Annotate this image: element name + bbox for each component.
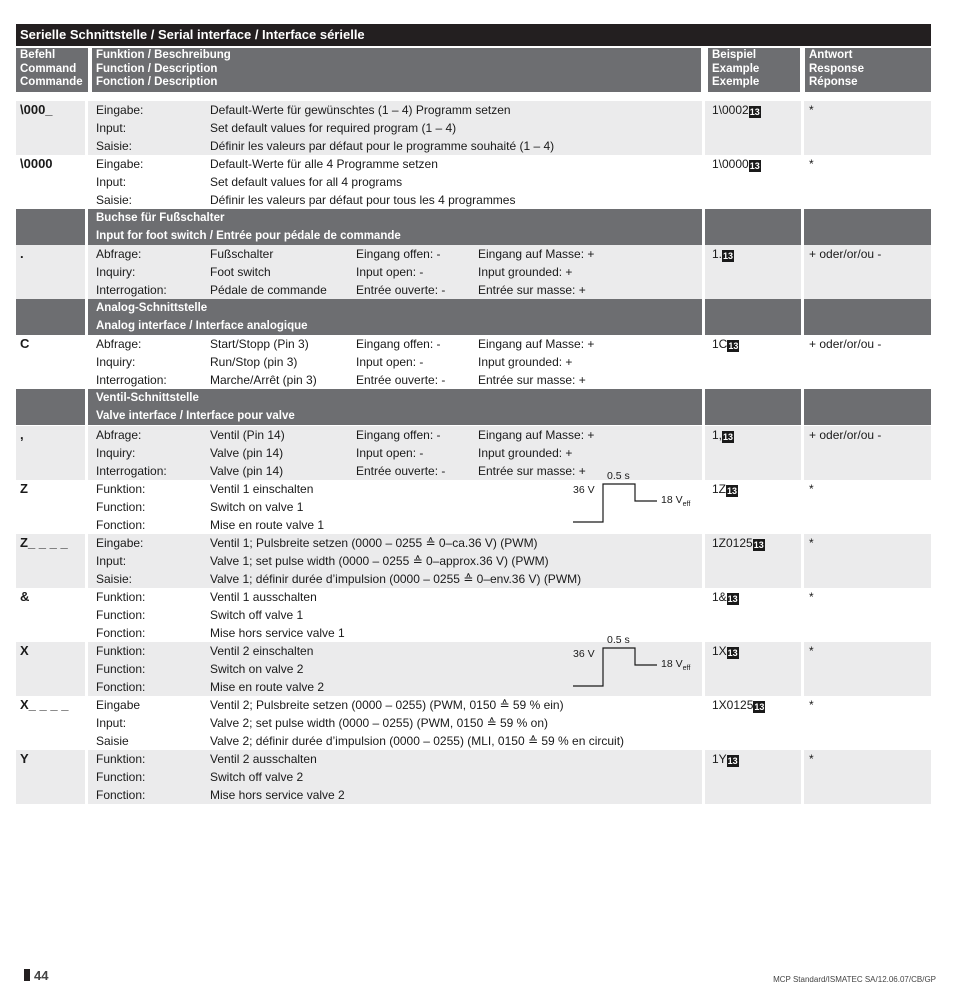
ground-fr: Entrée sur masse: +: [478, 373, 586, 387]
desc-fr: Valve 1; définir durée d’impulsion (0000 – 0255 ≙ 0–env.36 V) (PWM): [210, 572, 582, 586]
label-fr: Saisie: [96, 734, 129, 748]
desc-en: Switch off valve 2: [210, 770, 304, 784]
table-row: [16, 335, 931, 389]
row-labels: [96, 534, 143, 588]
input-open-text: [356, 335, 445, 389]
command-code: \000_: [20, 102, 53, 117]
column-divider: [85, 750, 88, 804]
desc-de: Ventil 2 ausschalten: [210, 752, 317, 766]
pulse-time: 0.5 s: [607, 470, 630, 482]
row-description: [210, 426, 285, 480]
header-command-en: Command: [20, 62, 77, 75]
desc-de: Ventil 2; Pulsbreite setzen (0000 – 0255) (PWM, 0150 ≙ 59 % ein): [210, 698, 564, 712]
label-en: Input:: [96, 121, 127, 135]
open-fr: Entrée ouverte: -: [356, 283, 446, 297]
pulse-time: 0.5 s: [607, 634, 630, 646]
column-divider: [85, 534, 88, 588]
carriage-return-icon: 13: [749, 107, 760, 117]
label-fr: Fonction:: [96, 518, 146, 532]
desc-de: Ventil 1; Pulsbreite setzen (0000 – 0255 ≙ 0–ca.36 V) (PWM): [210, 536, 538, 550]
carriage-return-icon: 13: [723, 251, 734, 261]
section-valve-interface: [16, 389, 931, 425]
pulse-low-sub: eff: [682, 501, 691, 509]
section-title: [96, 209, 401, 245]
response-value: *: [809, 482, 814, 496]
example-text: 1Z: [712, 482, 727, 496]
desc-de: Default-Werte für gewünschtes (1 – 4) Programm setzen: [210, 103, 511, 117]
label-de: Funktion:: [96, 752, 146, 766]
label-de: Eingabe: [96, 698, 141, 712]
column-divider: [702, 426, 705, 480]
open-de: Eingang offen: -: [356, 247, 441, 261]
pulse-low-voltage: [661, 658, 690, 672]
input-grounded-text: [478, 426, 594, 480]
response-value: + oder/or/ou -: [809, 337, 882, 351]
open-fr: Entrée ouverte: -: [356, 373, 446, 387]
example-value: [712, 426, 734, 444]
example-value: [712, 155, 761, 173]
carriage-return-icon: 13: [749, 161, 760, 171]
section-block: [705, 299, 801, 335]
command-code: \0000: [20, 156, 53, 171]
row-description: [210, 696, 624, 750]
column-divider: [801, 426, 804, 480]
column-divider: [702, 750, 705, 804]
section-title-de: Ventil-Schnittstelle: [96, 392, 199, 404]
desc-en: Valve (pin 14): [210, 446, 284, 460]
example-text: 1\0002: [712, 103, 749, 117]
table-row: [16, 101, 931, 155]
desc-de: Start/Stopp (Pin 3): [210, 337, 309, 351]
row-description: [210, 155, 515, 209]
column-divider: [801, 245, 804, 299]
response-value: *: [809, 590, 814, 604]
page-number: [24, 968, 48, 983]
pulse-low-value: 18 V: [661, 494, 683, 506]
label-de: Eingabe:: [96, 103, 144, 117]
command-code: C: [20, 336, 30, 351]
input-grounded-text: [478, 245, 594, 299]
header-function-de: Funktion / Beschreibung: [96, 49, 231, 61]
pulse-high-voltage: 36 V: [573, 648, 595, 660]
column-divider: [702, 642, 705, 696]
section-block: [804, 299, 931, 335]
label-de: Funktion:: [96, 590, 146, 604]
label-fr: Saisie:: [96, 572, 133, 586]
example-value: [712, 642, 739, 660]
command-code: ,: [20, 427, 24, 442]
row-description: [210, 480, 324, 534]
desc-en: Switch on valve 2: [210, 662, 304, 676]
ground-fr: Entrée sur masse: +: [478, 464, 586, 478]
example-text: 1Y: [712, 752, 727, 766]
table-row: [16, 155, 931, 209]
row-labels: [96, 750, 145, 804]
open-en: Input open: -: [356, 355, 424, 369]
section-block: [16, 209, 85, 245]
desc-fr: Mise hors service valve 1: [210, 626, 345, 640]
desc-en: Set default values for required program (1 – 4): [210, 121, 457, 135]
desc-en: Switch off valve 1: [210, 608, 304, 622]
response-value: *: [809, 536, 814, 550]
label-fr: Interrogation:: [96, 283, 167, 297]
ground-de: Eingang auf Masse: +: [478, 337, 595, 351]
response-value: *: [809, 157, 814, 171]
column-divider: [801, 642, 804, 696]
desc-de: Default-Werte für alle 4 Programme setzen: [210, 157, 438, 171]
pulse-low-voltage: [661, 494, 690, 508]
label-de: Eingabe:: [96, 157, 144, 171]
section-title-de: Analog-Schnittstelle: [96, 302, 208, 314]
input-grounded-text: [478, 335, 594, 389]
example-value: [712, 588, 739, 606]
header-response-en: Response: [809, 62, 864, 75]
label-en: Input:: [96, 716, 127, 730]
section-block: [16, 389, 85, 425]
header-response: [805, 48, 931, 92]
label-en: Inquiry:: [96, 446, 136, 460]
label-en: Inquiry:: [96, 355, 136, 369]
desc-fr: Mise hors service valve 2: [210, 788, 345, 802]
label-en: Input:: [96, 554, 127, 568]
carriage-return-icon: 13: [754, 702, 765, 712]
section-block: [705, 209, 801, 245]
command-code: Z: [20, 481, 28, 496]
label-de: Abfrage:: [96, 428, 142, 442]
open-en: Input open: -: [356, 265, 424, 279]
desc-fr: Mise en route valve 1: [210, 518, 325, 532]
header-response-de: Antwort: [809, 49, 853, 61]
carriage-return-icon: 13: [727, 486, 738, 496]
example-text: 1&: [712, 590, 727, 604]
response-value: *: [809, 644, 814, 658]
example-text: 1,: [712, 428, 723, 442]
table-row: [16, 426, 931, 480]
example-text: 1X0125: [712, 698, 754, 712]
column-divider: [85, 101, 88, 155]
command-code: X: [20, 643, 29, 658]
label-fr: Saisie:: [96, 139, 133, 153]
example-value: [712, 101, 761, 119]
section-block: [804, 389, 931, 425]
label-en: Function:: [96, 608, 146, 622]
example-text: 1C: [712, 337, 728, 351]
table-row: [16, 634, 931, 696]
section-block: [804, 209, 931, 245]
column-divider: [801, 101, 804, 155]
response-value: + oder/or/ou -: [809, 428, 882, 442]
header-command-fr: Commande: [20, 76, 83, 88]
desc-de: Ventil 1 ausschalten: [210, 590, 317, 604]
desc-en: Switch on valve 1: [210, 500, 304, 514]
example-text: 1Z0125: [712, 536, 753, 550]
table-row: [16, 750, 931, 804]
desc-fr: Valve (pin 14): [210, 464, 284, 478]
row-labels: [96, 245, 167, 299]
section-block: [16, 299, 85, 335]
header-command-de: Befehl: [20, 49, 56, 61]
section-block: [705, 389, 801, 425]
table-row: [16, 696, 931, 750]
pulse-low-value: 18 V: [661, 658, 683, 670]
label-fr: Saisie:: [96, 193, 133, 207]
desc-en: Run/Stop (pin 3): [210, 355, 298, 369]
row-labels: [96, 696, 140, 750]
header-function-fr: Fonction / Description: [96, 76, 218, 88]
table-row: [16, 588, 931, 642]
open-de: Eingang offen: -: [356, 337, 441, 351]
label-en: Function:: [96, 500, 146, 514]
example-value: [712, 750, 739, 768]
input-open-text: [356, 426, 445, 480]
label-fr: Fonction:: [96, 626, 146, 640]
label-fr: Interrogation:: [96, 373, 167, 387]
row-description: [210, 642, 324, 696]
section-title-en-fr: Valve interface / Interface pour valve: [96, 410, 295, 422]
page-title: Serielle Schnittstelle / Serial interface / Interface sérielle: [16, 24, 931, 46]
label-fr: Interrogation:: [96, 464, 167, 478]
column-divider: [702, 534, 705, 588]
desc-fr: Mise en route valve 2: [210, 680, 325, 694]
header-example-de: Beispiel: [712, 49, 757, 61]
label-de: Funktion:: [96, 644, 146, 658]
label-de: Funktion:: [96, 482, 146, 496]
ground-de: Eingang auf Masse: +: [478, 247, 595, 261]
section-title: [96, 389, 295, 425]
pulse-diagram: [571, 470, 701, 530]
column-divider: [85, 426, 88, 480]
column-divider: [702, 101, 705, 155]
desc-de: Ventil 2 einschalten: [210, 644, 314, 658]
row-labels: [96, 335, 167, 389]
command-code: &: [20, 589, 30, 604]
column-divider: [702, 245, 705, 299]
column-divider: [85, 245, 88, 299]
ground-en: Input grounded: +: [478, 265, 573, 279]
desc-en: Valve 2; set pulse width (0000 – 0255) (PWM, 0150 ≙ 59 % on): [210, 716, 549, 730]
document-reference: MCP Standard/ISMATEC SA/12.06.07/CB/GP: [773, 975, 936, 984]
desc-fr: Définir les valeurs par défaut pour le programme souhaité (1 – 4): [210, 139, 555, 153]
response-value: *: [809, 752, 814, 766]
carriage-return-icon: 13: [728, 341, 739, 351]
open-fr: Entrée ouverte: -: [356, 464, 446, 478]
label-de: Abfrage:: [96, 337, 142, 351]
desc-de: Fußschalter: [210, 247, 274, 261]
row-labels: [96, 642, 145, 696]
carriage-return-icon: 13: [727, 594, 738, 604]
column-divider: [85, 642, 88, 696]
ground-en: Input grounded: +: [478, 355, 573, 369]
section-foot-switch: [16, 209, 931, 245]
desc-en: Foot switch: [210, 265, 271, 279]
row-description: [210, 534, 581, 588]
ground-de: Eingang auf Masse: +: [478, 428, 595, 442]
desc-fr: Définir les valeurs par défaut pour tous les 4 programmes: [210, 193, 516, 207]
example-value: [712, 696, 765, 714]
example-value: [712, 534, 765, 552]
page-number-text: 44: [34, 968, 49, 983]
section-title: [96, 299, 308, 335]
command-code: X_ _ _ _: [20, 697, 69, 712]
response-value: *: [809, 698, 814, 712]
column-divider: [801, 534, 804, 588]
example-value: [712, 245, 734, 263]
section-title-en-fr: Analog interface / Interface analogique: [96, 320, 308, 332]
desc-fr: Valve 2; définir durée d’impulsion (0000 – 0255) (MLI, 0150 ≙ 59 % en circuit): [210, 734, 625, 748]
row-description: [210, 335, 317, 389]
header-example: [708, 48, 800, 92]
command-code: Y: [20, 751, 29, 766]
table-row: [16, 245, 931, 299]
response-value: *: [809, 103, 814, 117]
row-labels: [96, 101, 143, 155]
header-function-en: Function / Description: [96, 62, 218, 75]
section-title-de: Buchse für Fußschalter: [96, 212, 225, 224]
example-value: [712, 335, 739, 353]
desc-fr: Marche/Arrêt (pin 3): [210, 373, 317, 387]
header-example-en: Example: [712, 62, 760, 75]
label-en: Function:: [96, 770, 146, 784]
open-de: Eingang offen: -: [356, 428, 441, 442]
header-response-fr: Réponse: [809, 76, 858, 88]
row-labels: [96, 426, 167, 480]
header-command: [16, 48, 88, 92]
label-de: Abfrage:: [96, 247, 142, 261]
response-value: + oder/or/ou -: [809, 247, 882, 261]
table-row: [16, 534, 931, 588]
section-title-en-fr: Input for foot switch / Entrée pour pédale de commande: [96, 230, 401, 242]
carriage-return-icon: 13: [753, 540, 764, 550]
open-en: Input open: -: [356, 446, 424, 460]
input-open-text: [356, 245, 445, 299]
row-labels: [96, 588, 145, 642]
row-labels: [96, 155, 143, 209]
command-code: Z_ _ _ _: [20, 535, 68, 550]
pulse-low-sub: eff: [682, 665, 691, 673]
row-description: [210, 588, 345, 642]
page-marker-icon: [24, 969, 30, 981]
desc-en: Valve 1; set pulse width (0000 – 0255 ≙ 0–approx.36 V) (PWM): [210, 554, 549, 568]
ground-fr: Entrée sur masse: +: [478, 283, 586, 297]
pulse-diagram: [571, 634, 701, 694]
command-code: .: [20, 246, 24, 261]
header-example-fr: Exemple: [712, 76, 760, 88]
example-text: 1.: [712, 247, 723, 261]
desc-en: Set default values for all 4 programs: [210, 175, 403, 189]
row-description: [210, 101, 554, 155]
label-en: Input:: [96, 175, 127, 189]
carriage-return-icon: 13: [727, 648, 738, 658]
row-description: [210, 245, 327, 299]
pulse-high-voltage: 36 V: [573, 484, 595, 496]
label-en: Inquiry:: [96, 265, 136, 279]
label-fr: Fonction:: [96, 680, 146, 694]
desc-fr: Pédale de commande: [210, 283, 327, 297]
label-de: Eingabe:: [96, 536, 144, 550]
column-divider: [801, 750, 804, 804]
row-labels: [96, 480, 145, 534]
example-text: 1X: [712, 644, 727, 658]
header-function: [92, 48, 701, 92]
row-description: [210, 750, 345, 804]
example-text: 1\0000: [712, 157, 749, 171]
ground-en: Input grounded: +: [478, 446, 573, 460]
carriage-return-icon: 13: [723, 432, 734, 442]
section-analog-interface: [16, 299, 931, 335]
desc-de: Ventil 1 einschalten: [210, 482, 314, 496]
label-fr: Fonction:: [96, 788, 146, 802]
label-en: Function:: [96, 662, 146, 676]
example-value: [712, 480, 738, 498]
carriage-return-icon: 13: [727, 756, 738, 766]
desc-de: Ventil (Pin 14): [210, 428, 285, 442]
